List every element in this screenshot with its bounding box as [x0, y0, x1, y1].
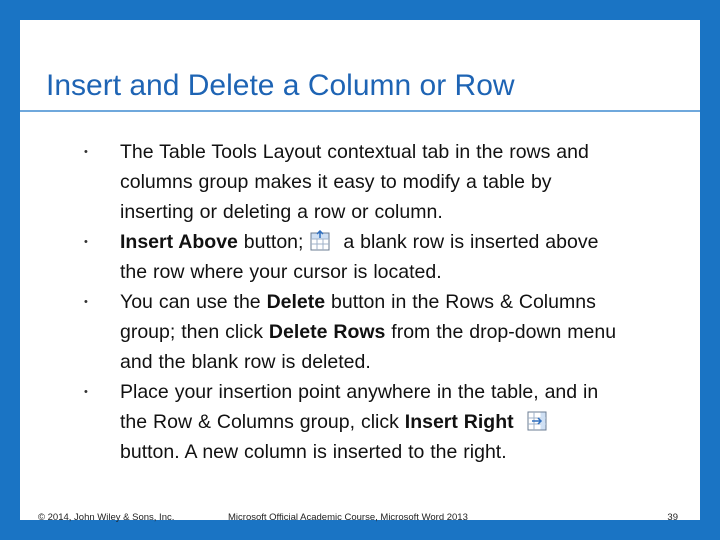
bullet-text [120, 227, 680, 257]
bullet-text: inserting or deleting a row or column. [120, 201, 443, 223]
text-run: button in the Rows & Columns [325, 291, 596, 313]
slide [20, 20, 700, 523]
text-run: You can use the [120, 291, 267, 313]
bullet-item [20, 137, 700, 227]
bullet-text: The Table Tools Layout contextual tab in the rows and [120, 141, 589, 163]
page-number: 39 [667, 512, 678, 523]
text-run: the Row & Columns group, click [120, 411, 405, 433]
slide-title: Insert and Delete a Column or Row [46, 69, 515, 102]
bullet-text: columns group makes it easy to modify a table by [120, 171, 552, 193]
insert-right-icon [526, 410, 548, 432]
bullet-marker: • [84, 236, 88, 248]
bold-term: Insert Right [404, 411, 514, 433]
bullet-text: and the blank row is deleted. [120, 351, 371, 373]
bullet-item [20, 227, 700, 287]
bullet-text [120, 287, 680, 317]
bullet-text: button. A new column is inserted to the right. [120, 441, 507, 463]
bullet-text: Place your insertion point anywhere in the table, and in [120, 381, 599, 403]
text-run: button; [237, 231, 304, 253]
footer-copyright: © 2014, John Wiley & Sons, Inc. [38, 512, 175, 523]
bullet-text [120, 407, 680, 437]
bullet-item [20, 287, 700, 377]
bullet-marker: • [84, 386, 88, 398]
text-run: a blank row is inserted above [337, 231, 599, 253]
insert-above-icon [309, 230, 331, 252]
bullet-text [120, 317, 680, 347]
bold-term: Insert Above [120, 231, 238, 253]
text-run: from the drop-down menu [385, 321, 617, 343]
bold-term: Delete [266, 291, 326, 313]
footer-course: Microsoft Official Academic Course, Microsoft Word 2013 [228, 512, 468, 523]
bullet-list [20, 137, 700, 467]
text-run: group; then click [120, 321, 269, 343]
bold-term: Delete Rows [268, 321, 386, 343]
bullet-text: the row where your cursor is located. [120, 261, 442, 283]
bullet-item [20, 377, 700, 467]
bullet-marker: • [84, 296, 88, 308]
bullet-marker: • [84, 146, 88, 158]
title-divider [20, 110, 700, 112]
